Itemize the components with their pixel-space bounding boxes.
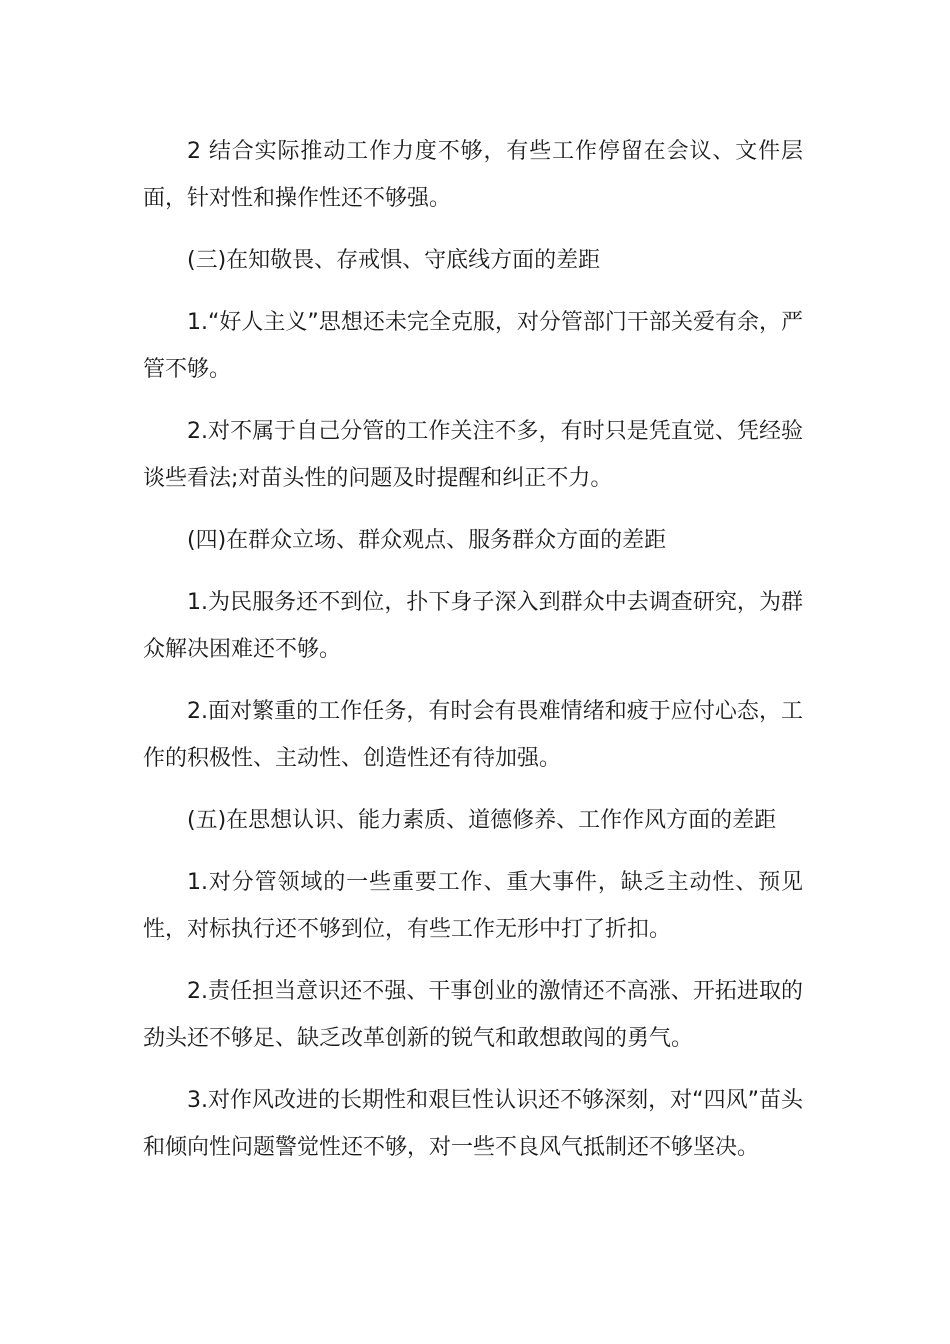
section-heading-5: (五)在思想认识、能力素质、道德修养、工作作风方面的差距 <box>187 808 777 833</box>
paragraph-4-1: 1.为民服务还不到位，扑下身子深入到群众中去调查研究，为群众解决困难还不够。 <box>143 590 803 662</box>
section-heading-4: (四)在群众立场、群众观点、服务群众方面的差距 <box>187 528 667 553</box>
paragraph-5-1: 1.对分管领域的一些重要工作、重大事件，缺乏主动性、预见性，对标执行还不够到位，有些工作无形中打了折扣。 <box>143 870 803 942</box>
paragraph-5-2: 2.责任担当意识还不强、干事创业的激情还不高涨、开拓进取的劲头还不够足、缺乏改革创新的锐气和敢想敢闯的勇气。 <box>143 979 803 1051</box>
section-heading-3: (三)在知敬畏、存戒惧、守底线方面的差距 <box>187 248 601 273</box>
paragraph-5-3: 3.对作风改进的长期性和艰巨性认识还不够深刻，对“四风”苗头和倾向性问题警觉性还不够，对一些不良风气抵制还不够坚决。 <box>143 1088 803 1160</box>
paragraph-4-2: 2.面对繁重的工作任务，有时会有畏难情绪和疲于应付心态，工作的积极性、主动性、创造性还有待加强。 <box>143 699 803 771</box>
paragraph-3-2: 2.对不属于自己分管的工作关注不多，有时只是凭直觉、凭经验谈些看法;对苗头性的问题及时提醒和纠正不力。 <box>143 419 803 491</box>
document-body <box>143 128 803 1186</box>
paragraph-1: 2 结合实际推动工作力度不够，有些工作停留在会议、文件层面，针对性和操作性还不够强。 <box>143 139 803 211</box>
paragraph-3-1: 1.“好人主义”思想还未完全克服，对分管部门干部关爱有余，严管不够。 <box>143 310 803 382</box>
